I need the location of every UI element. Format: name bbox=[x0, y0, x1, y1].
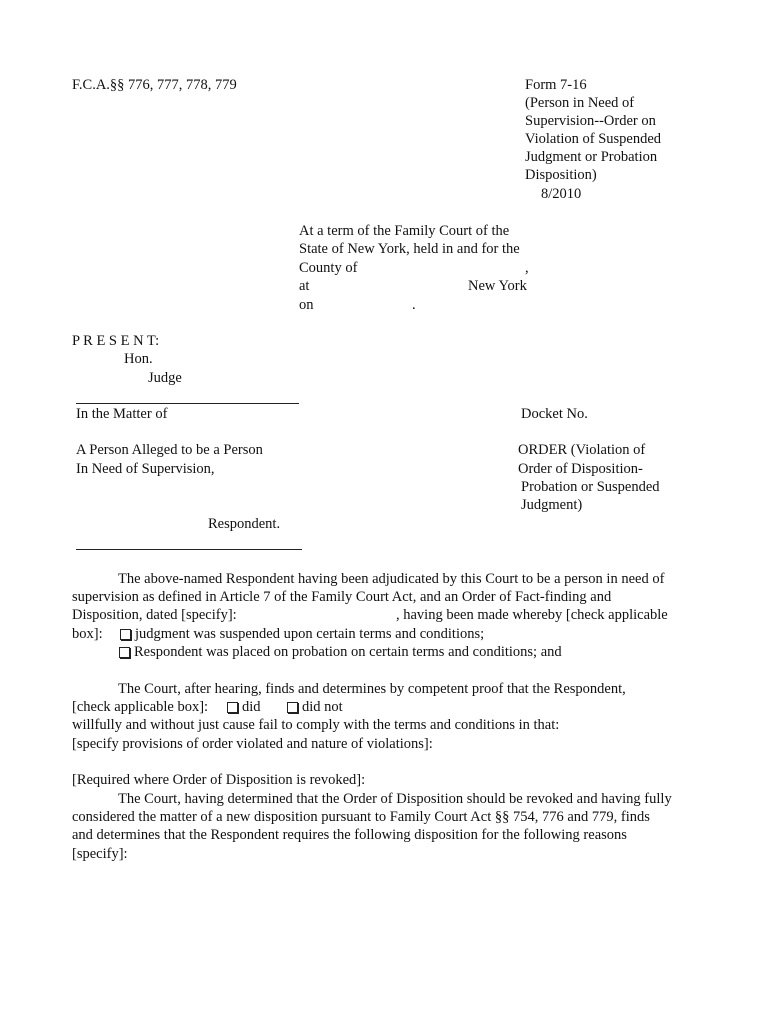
form-title-line: Judgment or Probation bbox=[525, 149, 658, 165]
respondent-description: A Person Alleged to be a Person bbox=[76, 442, 263, 458]
paragraph-text: , having been made whereby [check applicable bbox=[396, 607, 668, 623]
form-number: Form 7-16 bbox=[525, 77, 587, 93]
order-title: Probation or Suspended bbox=[521, 479, 660, 495]
judge-label: Judge bbox=[148, 370, 182, 386]
option-label: did not bbox=[302, 699, 343, 715]
form-title-line: Disposition) bbox=[525, 167, 597, 183]
date-period: . bbox=[412, 297, 416, 313]
respondent-description: In Need of Supervision, bbox=[76, 461, 215, 477]
paragraph-text: considered the matter of a new disposition pursuant to Family Court Act §§ 754, 776 and 779, finds bbox=[72, 809, 650, 825]
option-label: did bbox=[242, 699, 261, 715]
checkbox-icon[interactable] bbox=[120, 629, 131, 640]
caption-top-rule bbox=[76, 403, 299, 404]
caption-bottom-rule bbox=[76, 549, 302, 550]
court-term-line: At a term of the Family Court of the bbox=[299, 223, 510, 239]
option-label: judgment was suspended upon certain terms and conditions; bbox=[135, 626, 485, 642]
statute-reference: F.C.A.§§ 776, 777, 778, 779 bbox=[72, 77, 237, 93]
state-name: New York bbox=[468, 278, 527, 294]
checkbox-icon[interactable] bbox=[119, 647, 130, 658]
paragraph-text: The Court, having determined that the Order of Disposition should be revoked and having fully bbox=[118, 791, 672, 807]
county-comma: , bbox=[525, 260, 529, 276]
present-label: P R E S E N T: bbox=[72, 333, 160, 349]
form-title-line: Violation of Suspended bbox=[525, 131, 662, 147]
option-did-not[interactable] bbox=[286, 698, 343, 716]
respondent-label: Respondent. bbox=[208, 516, 281, 532]
hon-label: Hon. bbox=[124, 351, 153, 367]
option-probation[interactable] bbox=[118, 643, 562, 661]
paragraph-text: box]: bbox=[72, 626, 103, 642]
paragraph-text: The Court, after hearing, finds and determines by competent proof that the Respondent, bbox=[118, 681, 626, 697]
paragraph-text: Disposition, dated [specify]: bbox=[72, 607, 237, 623]
county-label: County of bbox=[299, 260, 358, 276]
paragraph-text: [specify]: bbox=[72, 846, 128, 862]
paragraph-text: willfully and without just cause fail to comply with the terms and conditions in that: bbox=[72, 717, 560, 733]
form-revision-date: 8/2010 bbox=[541, 186, 582, 202]
option-suspended-judgment[interactable] bbox=[119, 625, 484, 643]
form-title-line: Supervision--Order on bbox=[525, 113, 656, 129]
court-term-line: State of New York, held in and for the bbox=[299, 241, 520, 257]
form-title-line: (Person in Need of bbox=[525, 95, 635, 111]
paragraph-text: [check applicable box]: bbox=[72, 699, 209, 715]
order-title: Order of Disposition- bbox=[518, 461, 643, 477]
order-title: Judgment) bbox=[521, 497, 583, 513]
at-label: at bbox=[299, 278, 310, 294]
on-label: on bbox=[299, 297, 314, 313]
option-did[interactable] bbox=[226, 698, 261, 716]
order-title: ORDER (Violation of bbox=[518, 442, 646, 458]
paragraph-text: [specify provisions of order violated and nature of violations]: bbox=[72, 736, 433, 752]
section-heading: [Required where Order of Disposition is revoked]: bbox=[72, 772, 366, 788]
paragraph-text: and determines that the Respondent requires the following disposition for the following reasons bbox=[72, 827, 627, 843]
checkbox-icon[interactable] bbox=[227, 702, 238, 713]
docket-number-label: Docket No. bbox=[521, 406, 588, 422]
option-label: Respondent was placed on probation on certain terms and conditions; and bbox=[134, 644, 562, 660]
paragraph-text: supervision as defined in Article 7 of the Family Court Act, and an Order of Fact-finding and bbox=[72, 589, 612, 605]
checkbox-icon[interactable] bbox=[287, 702, 298, 713]
paragraph-text: The above-named Respondent having been adjudicated by this Court to be a person in need of bbox=[118, 571, 665, 587]
in-the-matter-of: In the Matter of bbox=[76, 406, 168, 422]
